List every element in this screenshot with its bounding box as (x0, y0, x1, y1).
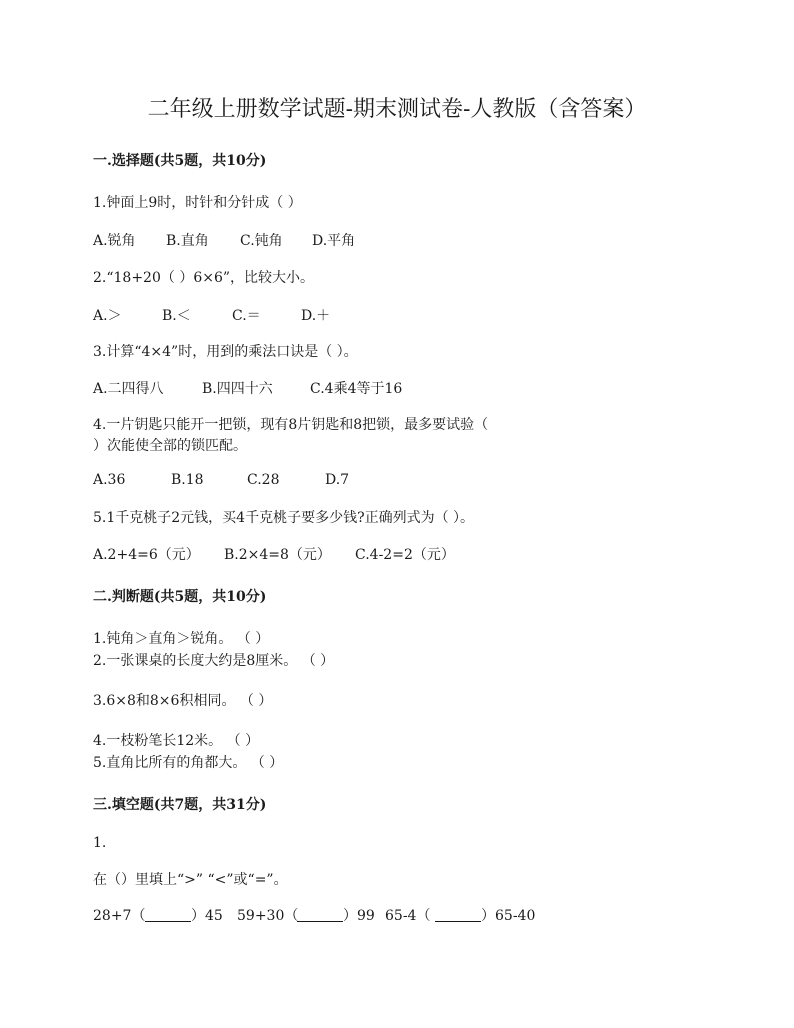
section-heading-fill: 三.填空题(共7题，共31分) (93, 797, 267, 813)
option: C.钝角 (240, 233, 283, 249)
option: C.4-2=2（元） (355, 547, 455, 563)
judge-item: 5.直角比所有的角都大。 （ ） (93, 755, 284, 771)
comparison-right: ）99 (343, 908, 375, 924)
option: B.2×4=8（元） (224, 547, 331, 563)
comparison-left: 65-4（ (385, 908, 431, 924)
question-4-options (0, 472, 794, 492)
comparison-left: 28+7（ (93, 908, 146, 924)
answer-blank[interactable] (145, 905, 191, 922)
comparison-right: ）65-40 (481, 908, 536, 924)
option: A.＞ (93, 308, 122, 324)
question-4-continued: ）次能使全部的锁匹配。 (93, 438, 247, 454)
option: A.2+4=6（元） (93, 547, 200, 563)
option: B.18 (171, 472, 204, 488)
question-5: 5.1千克桃子2元钱，买4千克桃子要多少钱?正确列式为（ ）。 (93, 510, 475, 526)
section-heading-choice: 一.选择题(共5题，共10分) (93, 153, 267, 169)
judge-item: 2.一张课桌的长度大约是8厘米。 （ ） (93, 653, 335, 669)
judge-item: 1.钝角＞直角＞锐角。 （ ） (93, 631, 270, 647)
question-5-options (0, 544, 794, 564)
judge-item: 3.6×8和8×6积相同。 （ ） (93, 693, 273, 709)
answer-blank[interactable] (435, 905, 481, 922)
option: A.36 (93, 472, 126, 488)
option: D.平角 (312, 233, 356, 249)
section-heading-judge: 二.判断题(共5题，共10分) (93, 589, 267, 605)
comparison-row (0, 905, 794, 927)
question-1-options (0, 230, 794, 250)
comparison-right: ）45 (191, 908, 223, 924)
answer-blank[interactable] (297, 905, 343, 922)
option: C.4乘4等于16 (310, 381, 403, 397)
option: A.二四得八 (93, 381, 164, 397)
option: B.直角 (166, 233, 209, 249)
question-2-options (0, 305, 794, 325)
option: A.锐角 (93, 233, 136, 249)
option: D.＋ (301, 308, 331, 324)
fill-instruction: 在（）里填上“>” “<”或“=”。 (93, 872, 288, 888)
option: C.28 (247, 472, 280, 488)
comparison-left: 59+30（ (237, 908, 299, 924)
option: C.＝ (232, 308, 261, 324)
option: D.7 (325, 472, 350, 488)
question-1: 1.钟面上9时，时针和分针成（ ） (93, 195, 302, 211)
option: B.四四十六 (202, 381, 273, 397)
question-3-options (0, 378, 794, 398)
question-3: 3.计算“4×4”时，用到的乘法口诀是（ ）。 (93, 344, 358, 360)
page-title: 二年级上册数学试题-期末测试卷-人教版（含答案） (147, 97, 647, 122)
judge-item: 4.一枝粉笔长12米。 （ ） (93, 733, 260, 749)
question-2: 2.“18+20（ ）6×6”，比较大小。 (93, 270, 315, 286)
option: B.＜ (162, 308, 191, 324)
question-4: 4.一片钥匙只能开一把锁，现有8片钥匙和8把锁，最多要试验（ (93, 417, 489, 433)
fill-question-number: 1. (93, 835, 107, 851)
